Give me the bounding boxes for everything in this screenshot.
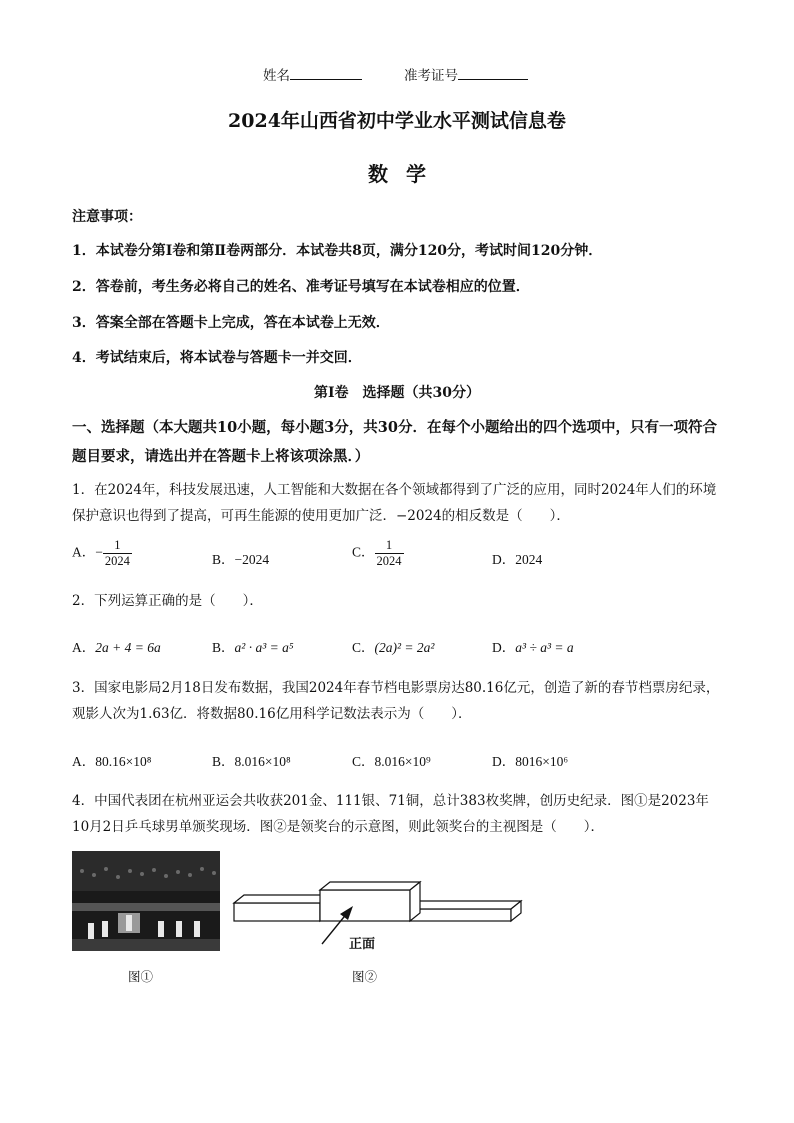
q1-option-d: D．2024 bbox=[492, 552, 543, 567]
notice-item-1: 1．本试卷分第Ⅰ卷和第Ⅱ卷两部分．本试卷共8页，满分120分，考试时间120分钟． bbox=[72, 243, 603, 259]
figure-1-photo bbox=[72, 851, 220, 951]
q1-option-c: C． $\frac{1}{2024}$ bbox=[352, 538, 402, 568]
question-2-stem: 2．下列运算正确的是（ ）． bbox=[72, 593, 263, 609]
award-ceremony-photo-icon bbox=[72, 851, 220, 951]
q2-option-c: C．(2a)² = 2a² bbox=[352, 640, 435, 655]
notice-item-3: 3．答案全部在答题卡上完成，答在本试卷上无效． bbox=[72, 315, 390, 331]
notice-item-2: 2．答卷前，考生务必将自己的姓名、准考证号填写在本试卷相应的位置． bbox=[72, 279, 530, 295]
notice-item-4: 4．考试结束后，将本试卷与答题卡一并交回． bbox=[72, 350, 362, 366]
q3-option-b: B．8.016×10⁸ bbox=[212, 754, 291, 769]
q2-option-b: B．a² · a³ = a⁵ bbox=[212, 640, 294, 655]
q3-option-a: A．80.16×10⁸ bbox=[72, 754, 152, 769]
section1-instructions: 一、选择题（本大题共10小题，每小题3分，共30分．在每个小题给出的四个选项中，只有一项符合题目要求，请选出并在答题卡上将该项涂黑．） bbox=[72, 419, 717, 465]
q3-option-c: C．8.016×10⁹ bbox=[352, 754, 431, 769]
q2-option-d: D．a³ ÷ a³ = a bbox=[492, 640, 574, 655]
part1-title: 第Ⅰ卷 选择题（共30分） bbox=[313, 385, 481, 401]
name-blank bbox=[290, 65, 362, 80]
page-title: 2024年山西省初中学业水平测试信息卷 bbox=[228, 110, 566, 132]
subject-title: 数学 bbox=[368, 162, 444, 186]
podium-diagram bbox=[230, 878, 525, 953]
figure-2-caption: 图② bbox=[352, 969, 378, 984]
question-1-stem: 1．在2024年，科技发展迅速，人工智能和大数据在各个领域都得到了广泛的应用，同时2024年人们的环境保护意识也得到了提高，可再生能源的使用更加广泛．−2024的相反数是（ ）． bbox=[72, 482, 717, 524]
header-id-field bbox=[404, 64, 528, 84]
notice-heading: 注意事项： bbox=[72, 209, 142, 225]
q3-option-d: D．8016×10⁶ bbox=[492, 754, 569, 769]
figure-2-podium-diagram bbox=[230, 878, 525, 953]
q2-option-a: A．2a + 4 = 6a bbox=[72, 640, 161, 655]
name-label: 姓名 bbox=[263, 68, 290, 84]
id-label: 准考证号 bbox=[404, 68, 458, 84]
header-name-field bbox=[263, 64, 362, 84]
figure-1-caption: 图① bbox=[128, 969, 154, 984]
q1-option-a: A．− $\frac{1}{2024}$ bbox=[72, 538, 130, 568]
question-4-stem: 4．中国代表团在杭州亚运会共收获201金、111银、71铜，总计383枚奖牌，创历史纪录．图①是2023年10月2日乒乓球男单颁奖现场．图②是领奖台的示意图，则此领奖台的主视图是（ ）． bbox=[72, 793, 709, 835]
id-blank bbox=[458, 65, 528, 80]
question-3-stem: 3．国家电影局2月18日发布数据，我国2024年春节档电影票房达80.16亿元，创造了新的春节档票房纪录，观影人次为1.63亿．将数据80.16亿用科学记数法表示为（ ）． bbox=[72, 680, 720, 722]
front-label: 正面 bbox=[349, 937, 376, 952]
q1-option-b: B．−2024 bbox=[212, 552, 270, 567]
